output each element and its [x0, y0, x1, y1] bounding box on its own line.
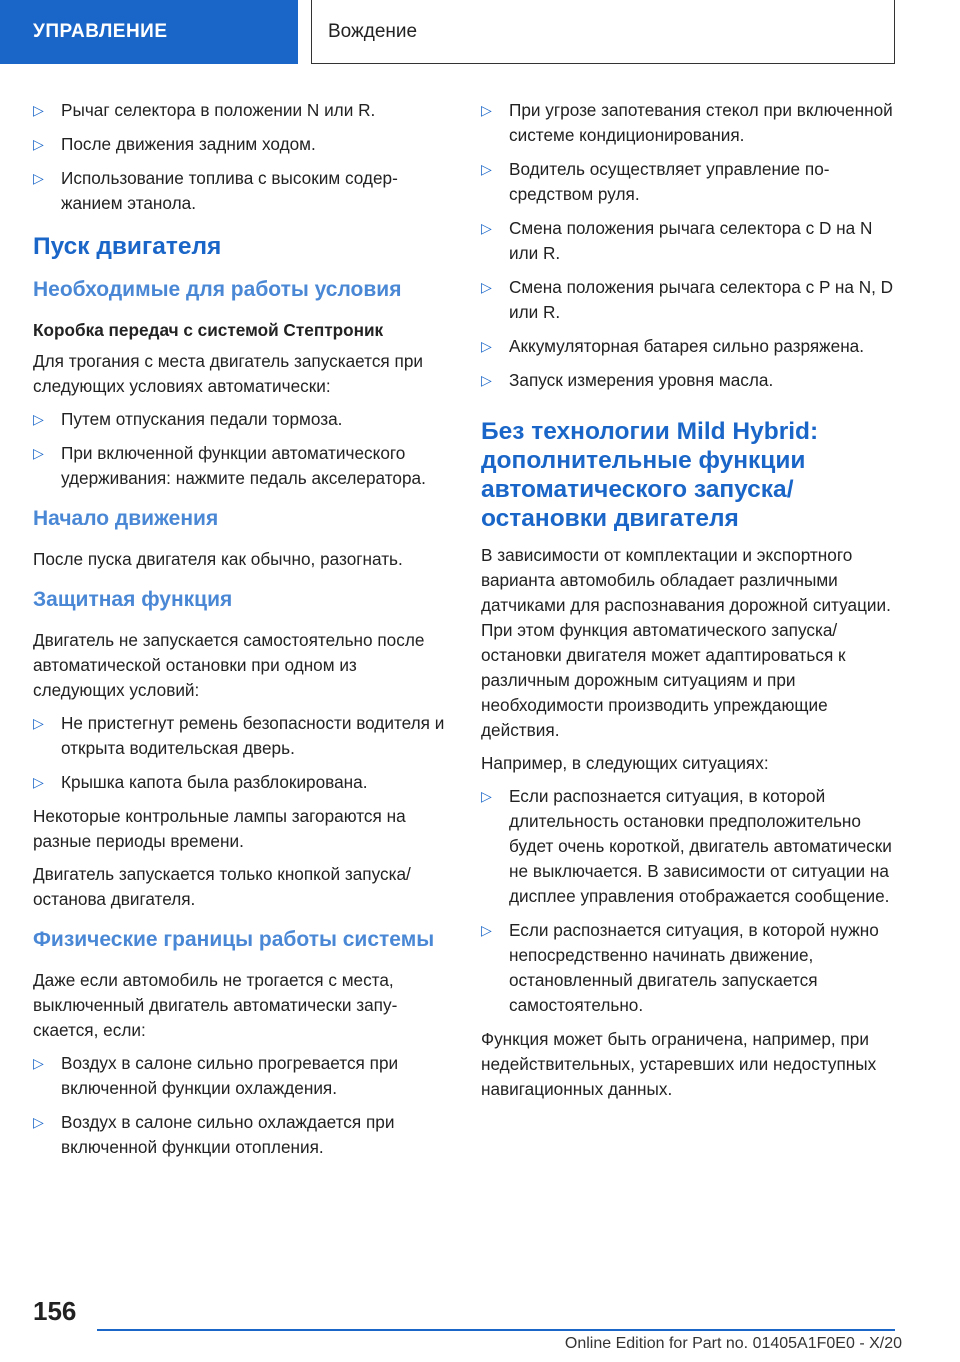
subsection-box [311, 0, 895, 64]
paragraph: Некоторые контрольные лампы загораются на разные периоды времени. [33, 806, 406, 851]
list-item: ▷ Воздух в салоне сильно охлаждается при включенной функции отопления. [33, 1110, 451, 1160]
heading-motion-start: Начало движения [33, 507, 219, 530]
bullet-triangle-icon: ▷ [33, 1114, 44, 1130]
list-item: ▷ Смена положения рычага селектора с D на N или R. [481, 216, 899, 266]
list-item: ▷ Не пристегнут ремень безопасности водителя и открыта водительская дверь. [33, 711, 451, 761]
list-item: ▷ Если распознается ситуация, в которой длительность остановки предположительно будет очень короткой, двигатель автоматически не выключается. В зависимости от ситуации на дисплее управления отображается сообщение. [481, 784, 899, 909]
left-column [33, 98, 451, 1169]
bullet-triangle-icon: ▷ [33, 136, 44, 152]
list-item: ▷ Смена положения рычага селектора с P на N, D или R. [481, 275, 899, 325]
heading-protection: Защитная функция [33, 588, 233, 611]
bullet-triangle-icon: ▷ [33, 1055, 44, 1071]
bullet-triangle-icon: ▷ [481, 372, 492, 388]
paragraph: Например, в следующих ситуациях: [481, 753, 769, 773]
list-item: ▷ При включенной функции автоматического удерживания: нажмите педаль акселератора. [33, 441, 451, 491]
list-item: ▷ При угрозе запотевания стекол при включенной системе кондиционирования. [481, 98, 899, 148]
bullet-triangle-icon: ▷ [481, 279, 492, 295]
list-item: ▷ Если распознается ситуация, в которой нужно непосредственно начинать движение, остановленный двигатель запускается самостоятельно. [481, 918, 899, 1018]
bullet-triangle-icon: ▷ [481, 220, 492, 236]
bullet-triangle-icon: ▷ [481, 102, 492, 118]
bullet-triangle-icon: ▷ [33, 170, 44, 186]
heading-engine-start: Пуск двигателя [33, 233, 222, 260]
heading-no-mild-hybrid: Без технологии Mild Hybrid: дополнительные функции автоматического запуска/ остановки двигателя [481, 418, 819, 532]
list-item: ▷ Аккумуляторная батарея сильно разряжена. [481, 334, 899, 359]
bullet-triangle-icon: ▷ [481, 161, 492, 177]
page-number: 156 [33, 1296, 77, 1326]
edition-note: Online Edition for Part no. 01405A1F0E0 - X/20 [564, 1335, 902, 1352]
list-item: ▷ После движения задним ходом. [33, 132, 451, 157]
list-item: ▷ Использование топлива с высоким содержанием этанола. [33, 166, 451, 216]
list-item: ▷ Запуск измерения уровня масла. [481, 368, 899, 393]
heading-conditions: Необходимые для работы условия [33, 278, 402, 301]
list-item: ▷ Водитель осуществляет управление посредством руля. [481, 157, 899, 207]
bullet-triangle-icon: ▷ [481, 922, 492, 938]
paragraph: Функция может быть ограничена, например, при недействительных, устаревших или недоступных навигационных данных. [481, 1029, 877, 1099]
list-item: ▷ Крышка капота была разблокирована. [33, 770, 451, 795]
heading-physical-limits: Физические границы работы системы [33, 928, 435, 951]
bullet-triangle-icon: ▷ [33, 445, 44, 461]
paragraph: Двигатель не запускается самостоятельно после автоматической остановки при одном из следующих условий: [33, 630, 425, 700]
footer-divider [97, 1329, 895, 1331]
right-column [481, 98, 899, 1110]
list-item: ▷ Воздух в салоне сильно прогревается при включенной функции охлаждения. [33, 1051, 451, 1101]
bullet-triangle-icon: ▷ [33, 774, 44, 790]
subsection-title: Вождение [328, 20, 418, 42]
paragraph: Двигатель запускается только кнопкой запуска/останова двигателя. [33, 864, 411, 909]
bullet-triangle-icon: ▷ [33, 411, 44, 427]
heading-gearbox: Коробка передач с системой Стептроник [33, 320, 384, 340]
paragraph: Для трогания с места двигатель запускается при следующих условиях автоматически: [33, 351, 423, 396]
paragraph: Даже если автомобиль не трогается с места, выключенный двигатель автоматически запускается, если: [33, 970, 398, 1040]
section-tab [0, 0, 298, 64]
list-item: ▷ Рычаг селектора в положении N или R. [33, 98, 451, 123]
bullet-triangle-icon: ▷ [33, 102, 44, 118]
paragraph: После пуска двигателя как обычно, разогнать. [33, 549, 403, 569]
bullet-triangle-icon: ▷ [481, 338, 492, 354]
paragraph: В зависимости от комплектации и экспортного варианта автомобиль обладает различными датчиками для распознавания дорожной ситуации. При этом функция автоматического запуска/остановки двигателя может адаптироваться к различным дорожным ситуациям и при необходимости производить упреждающие действия. [481, 545, 891, 740]
list-item: ▷ Путем отпускания педали тормоза. [33, 407, 451, 432]
bullet-triangle-icon: ▷ [481, 788, 492, 804]
section-title: УПРАВЛЕНИЕ [33, 21, 168, 42]
bullet-triangle-icon: ▷ [33, 715, 44, 731]
